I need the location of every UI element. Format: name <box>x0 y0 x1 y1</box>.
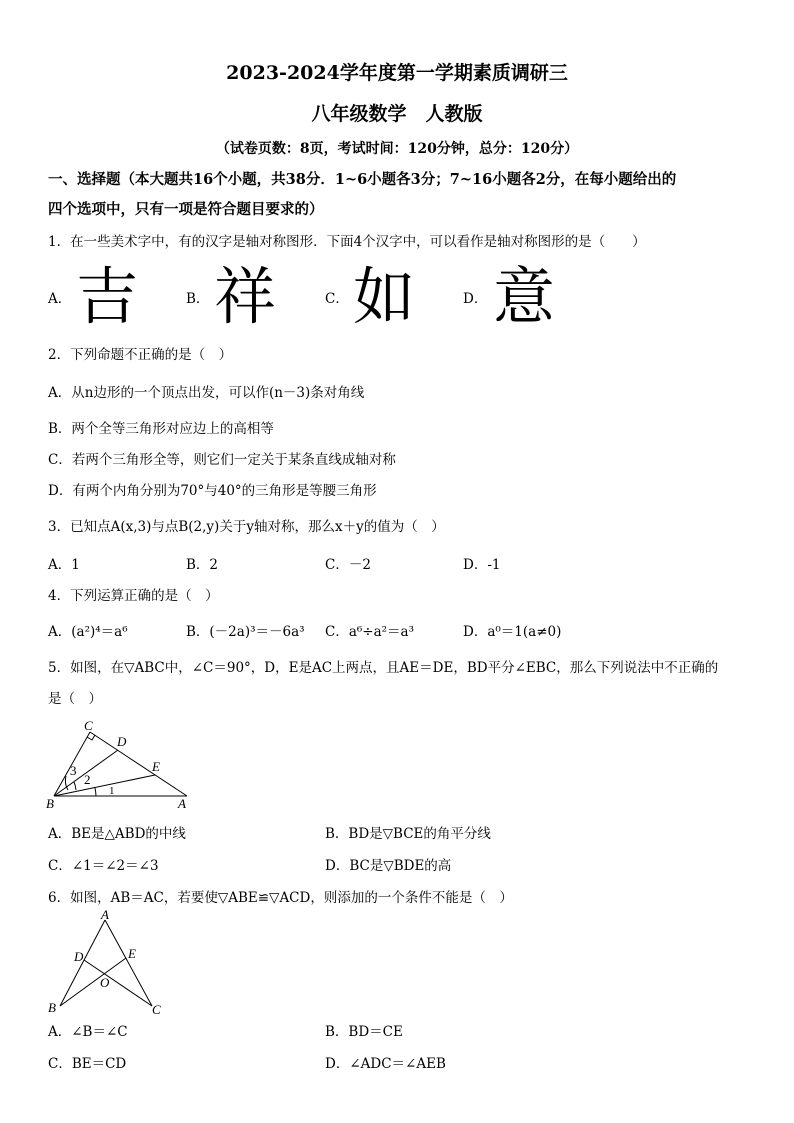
q5-angle-2: 2 <box>84 772 91 787</box>
q1-option-c-char: 如 <box>353 260 416 333</box>
q3-option-c: C．－2 <box>325 557 371 573</box>
q2-stem: 2．下列命题不正确的是（ ） <box>48 347 233 363</box>
q5-triangle-figure <box>44 718 204 810</box>
q1-option-b-char: 祥 <box>214 260 277 333</box>
q4-option-c: C．a⁶÷a²＝a³ <box>325 624 415 640</box>
q6-stem: 6．如图，AB＝AC，若要使▽ABE≌▽ACD，则添加的一个条件不能是（ ） <box>48 890 513 906</box>
q1-option-b-label: B． <box>186 291 210 307</box>
q4-option-b: B．(－2a)³＝－6a³ <box>186 624 305 640</box>
q6-label-e: E <box>128 946 136 961</box>
q6-label-o: O <box>100 975 110 990</box>
q1-option-a-label: A． <box>48 291 72 307</box>
q6-label-b: B <box>48 1000 56 1015</box>
q5-angle-3: 3 <box>70 763 77 778</box>
q5-label-b: B <box>46 796 54 810</box>
q6-label-d: D <box>74 949 84 964</box>
q4-option-a: A．(a²)⁴＝a⁶ <box>48 624 128 640</box>
q3-stem: 3．已知点A(x,3)与点B(2,y)关于y轴对称，那么x＋y的值为（ ） <box>48 519 445 535</box>
q6-label-c: C <box>152 1002 161 1016</box>
q3-option-b: B．2 <box>186 557 219 573</box>
q4-option-d: D．a⁰＝1(a≠0) <box>463 624 562 640</box>
section-heading-line1: 一、选择题（本大题共16个小题，共38分．1~6小题各3分；7~16小题各2分，在每小题给出的 <box>48 171 677 188</box>
q5-stem-line2: 是（ ） <box>48 691 102 707</box>
q6-label-a: A <box>101 908 109 922</box>
q6-option-c: C．BE＝CD <box>48 1056 127 1072</box>
q5-label-d: D <box>117 734 127 749</box>
q3-option-a: A．1 <box>48 557 80 573</box>
q4-stem: 4．下列运算正确的是（ ） <box>48 588 219 604</box>
q5-angle-1: 1 <box>109 785 115 797</box>
q5-label-c: C <box>84 718 93 733</box>
q5-option-c: C．∠1＝∠2＝∠3 <box>48 858 159 874</box>
q6-option-d: D．∠ADC＝∠AEB <box>325 1056 446 1072</box>
q1-option-a-char: 吉 <box>76 260 139 333</box>
exam-subtitle: 八年级数学 人教版 <box>311 103 483 125</box>
q5-option-b: B．BD是▽BCE的角平分线 <box>325 826 491 842</box>
q2-option-d: D．有两个内角分别为70°与40°的三角形是等腰三角形 <box>48 483 377 499</box>
exam-title: 2023-2024学年度第一学期素质调研三 <box>226 62 568 84</box>
q2-option-c: C．若两个三角形全等，则它们一定关于某条直线成轴对称 <box>48 452 396 468</box>
q1-stem: 1．在一些美术字中，有的汉字是轴对称图形．下面4个汉字中，可以看作是轴对称图形的是（ ） <box>48 234 646 250</box>
q2-option-b: B．两个全等三角形对应边上的高相等 <box>48 421 274 437</box>
q5-option-a: A．BE是△ABD的中线 <box>48 826 186 842</box>
q5-label-e: E <box>152 759 160 774</box>
q1-option-d-char: 意 <box>493 260 556 333</box>
q6-option-a: A．∠B＝∠C <box>48 1024 128 1040</box>
q5-stem-line1: 5．如图，在▽ABC中，∠C＝90°，D，E是AC上两点，且AE＝DE，BD平分∠EBC，那么下列说法中不正确的 <box>48 660 719 676</box>
q1-option-c-label: C． <box>325 291 349 307</box>
q1-option-d-label: D． <box>463 291 488 307</box>
section-heading-line2: 四个选项中，只有一项是符合题目要求的） <box>48 201 324 218</box>
q6-triangle-figure <box>44 908 174 1016</box>
q5-label-a: A <box>178 796 186 810</box>
q6-option-b: B．BD＝CE <box>325 1024 403 1040</box>
q3-option-d: D．-1 <box>463 557 501 573</box>
q2-option-a: A．从n边形的一个顶点出发，可以作(n－3)条对角线 <box>48 385 365 401</box>
q5-option-d: D．BC是▽BDE的高 <box>325 858 452 874</box>
exam-info: （试卷页数：8页，考试时间：120分钟，总分：120分） <box>215 141 579 157</box>
